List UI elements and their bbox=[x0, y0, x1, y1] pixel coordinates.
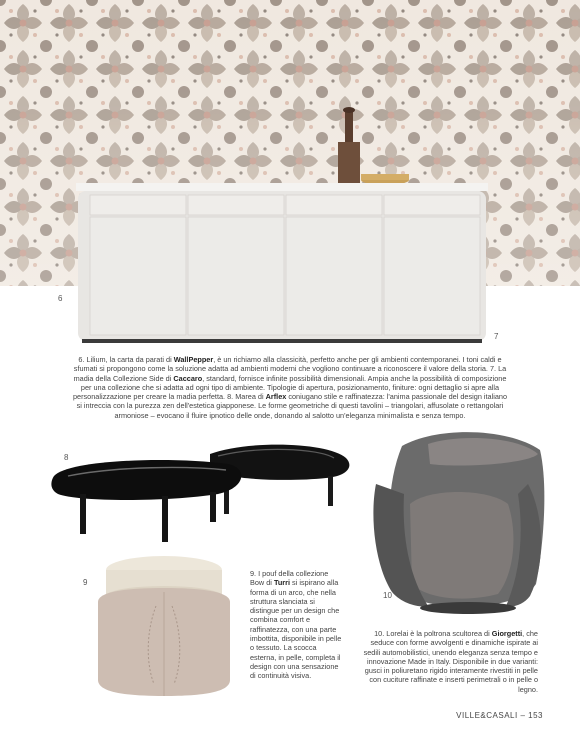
figure-number-8: 8 bbox=[64, 453, 69, 462]
brand-giorgetti: Giorgetti bbox=[491, 629, 523, 638]
caption-6-7-8: 6. Lilium, la carta da parati di WallPepper, è un richiamo alla classicità, perfetto anche per gli ambienti contemporanei. I toni caldi e sfumati si propongono come la soluzione adatta ad ambienti moderni che vogliono continuare a riconoscere il valore della storia. 7. La madia della Collezione Side di Caccaro, standard, fornisce infinite possibilità dimensionali. Ampia anche la possibilità di composizione per una collezione che si adatta ad ogni tipo di ambiente. Tipologie di apertura, posizionamento, finiture: ogni dettaglio si apre alla personalizzazione per creare la madia perfetta. 8. Marea di Arflex coniugano stile e raffinatezza: l'anima passionale del design italiano si intreccia con la purezza zen dell'estetica giapponese. Le forme geometriche di questi tavolini – triangolari, affusolate o rettangolari armoniose – evocano il fluire ipnotico delle onde, donando al salotto un'eleganza minimalista e senza tempo. bbox=[72, 355, 508, 420]
decor-vase-and-tray bbox=[330, 104, 420, 188]
figure-number-7: 7 bbox=[494, 332, 499, 341]
brand-arflex: Arflex bbox=[265, 392, 287, 402]
page-number: 153 bbox=[528, 711, 543, 720]
figure-number-9: 9 bbox=[83, 578, 88, 587]
figure-number-10: 10 bbox=[383, 591, 392, 600]
page-footer: VILLE&CASALI – 153 bbox=[456, 711, 543, 720]
figure-number-6: 6 bbox=[58, 294, 63, 303]
brand-caccaro: Caccaro bbox=[173, 373, 203, 383]
caption-9: 9. I pouf della collezione Bow di Turri si ispirano alla forma di un arco, che nella struttura slanciata si distingue per un design che combina comfort e raffinatezza, con una parte imbottita, disponibile in pelle o tessuto. La scocca esterna, in pelle, completa il design con una sensazione di continuità visiva. bbox=[250, 569, 342, 681]
brand-wallpepper: WallPepper bbox=[173, 355, 214, 364]
caption-10: 10. Lorelai è la poltrona scultorea di Giorgetti, che seduce con forme avvolgenti e dinamiche ispirate ai sedili automobilistici, unendo eleganza senza tempo e innovazione Made in Italy. Disponibile in due varianti: gusci in poliuretano rigido interamente rivestiti in pelle con cuciture raffinate e inserti perimetrali o in pelle o legno. bbox=[363, 629, 538, 694]
sideboard-photo bbox=[76, 183, 488, 345]
pouf-photo bbox=[94, 552, 236, 698]
armchair-photo bbox=[368, 424, 554, 616]
brand-turri: Turri bbox=[273, 578, 291, 588]
coffee-tables-photo bbox=[48, 436, 356, 548]
magazine-name: VILLE&CASALI bbox=[456, 711, 518, 720]
